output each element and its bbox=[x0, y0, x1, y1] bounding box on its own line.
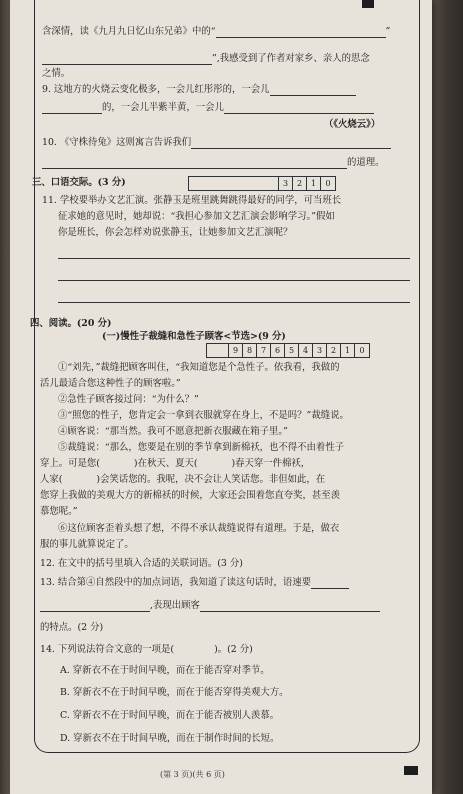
passage-p2: ②急性子顾客接过问：“为什么？” bbox=[58, 394, 199, 405]
score-cell[interactable]: 1 bbox=[341, 344, 355, 357]
score-cell[interactable]: 6 bbox=[271, 344, 285, 357]
score-cell[interactable]: 2 bbox=[327, 344, 341, 357]
q8-text2: ”,我感受到了作者对家乡、亲人的思念 bbox=[212, 53, 370, 64]
q14-stem-b: )。(2 分) bbox=[214, 644, 253, 655]
q13-blank3[interactable] bbox=[200, 601, 380, 612]
q14-stem bbox=[40, 644, 253, 656]
q9-blank2[interactable] bbox=[42, 103, 102, 114]
p5-line2-c: )春天穿一件棉袄， bbox=[231, 458, 311, 469]
passage-title: (一)慢性子裁缝和急性子顾客<节选>(9 分) bbox=[102, 331, 286, 342]
p5-line3-b: )会笑话您的。我呢，决不会让人笑话您。非但如此，在 bbox=[96, 474, 326, 485]
q8-blank1[interactable] bbox=[216, 27, 386, 38]
passage-p5-line3 bbox=[40, 474, 325, 486]
q10-line2 bbox=[42, 157, 385, 169]
q14-stem-a: 14. 下列说法符合文意的一项是( bbox=[40, 644, 175, 655]
q9-text2: 的，一会儿半紫半黄，一会儿 bbox=[102, 102, 224, 113]
q11-answer-line[interactable] bbox=[58, 280, 410, 281]
passage-p5-line2 bbox=[40, 458, 310, 470]
p5-line3-a: 人家( bbox=[40, 474, 63, 485]
q8-line3: 之情。 bbox=[42, 68, 71, 79]
page-footer: (第 3 页)(共 6 页) bbox=[160, 770, 225, 779]
passage-p1-line1: ①“刘先，”裁缝把顾客叫住，“我知道您是个急性子。依我看，我做的 bbox=[58, 362, 340, 373]
q13-text2: ,表现出顾客 bbox=[150, 600, 200, 611]
q11-line3: 你是班长，你会怎样劝说张静玉，让她参加文艺汇演呢？ bbox=[58, 227, 293, 238]
q10-text2: 的道理。 bbox=[347, 157, 385, 168]
q8-line1 bbox=[42, 26, 390, 38]
q11-line1: 11. 学校要举办文艺汇演。张静玉是班里跳舞跳得最好的同学，可当班长 bbox=[42, 195, 342, 206]
section4-heading: 四、阅读。(20 分) bbox=[30, 318, 112, 329]
passage-p1-line2: 活儿最适合您这种性子的顾客啦。” bbox=[40, 378, 181, 389]
registration-mark-bottom bbox=[404, 766, 418, 775]
section4-score-box bbox=[206, 343, 370, 358]
q14-option-d[interactable]: D. 穿新衣不在于时间早晚，而在于制作时间的长短。 bbox=[60, 733, 280, 744]
q11-answer-line[interactable] bbox=[58, 302, 410, 303]
q13-text1: 13. 结合第④自然段中的加点词语，我知道了读这句话时，语速要 bbox=[40, 577, 312, 588]
passage-p3: ③“照您的性子，您肯定会一拿到衣服就穿在身上，不是吗？”裁缝说。 bbox=[58, 410, 349, 421]
score-cell[interactable]: 9 bbox=[229, 344, 243, 357]
score-cell[interactable]: 3 bbox=[313, 344, 327, 357]
q9-line2 bbox=[42, 102, 374, 114]
q14-option-a[interactable]: A. 穿新衣不在于时间早晚，而在于能否穿对季节。 bbox=[60, 665, 270, 676]
passage-p5-line4: 您穿上我做的美观大方的新棉袄的时候，大家还会围着您直夸奖，甚至羡 bbox=[40, 490, 341, 501]
score-cell[interactable]: 3 bbox=[279, 177, 293, 190]
exam-sheet bbox=[10, 0, 432, 794]
p5-line2-a: 穿上。可是您( bbox=[40, 458, 100, 469]
q13-line1 bbox=[40, 577, 349, 589]
q12: 12. 在文中的括号里填入合适的关联词语。(3 分) bbox=[40, 558, 243, 569]
q10-line1 bbox=[42, 137, 391, 149]
q9-source: （《火烧云》） bbox=[324, 119, 381, 130]
score-cell[interactable]: 2 bbox=[293, 177, 307, 190]
passage-p5-line5: 慕您呢。” bbox=[40, 506, 78, 517]
q13-blank2[interactable] bbox=[40, 601, 150, 612]
q13-line3 bbox=[40, 622, 103, 634]
q14-option-b[interactable]: B. 穿新衣不在于时间早晚，而在于能否穿得美观大方。 bbox=[60, 687, 289, 698]
score-cell[interactable]: 8 bbox=[243, 344, 257, 357]
section3-score-box bbox=[188, 176, 336, 191]
q13-blank1[interactable] bbox=[311, 578, 349, 589]
score-cell[interactable]: 5 bbox=[285, 344, 299, 357]
q14-option-c[interactable]: C. 穿新衣不在于时间早晚，而在于能否被别人羡慕。 bbox=[60, 710, 280, 721]
p5-line2-b: )在秋天、夏天( bbox=[133, 458, 198, 469]
registration-mark-top bbox=[362, 0, 374, 8]
q13-line2 bbox=[40, 600, 380, 612]
passage-p4: ④顾客说：“那当然。我可不愿意把新衣服藏在箱子里。” bbox=[58, 426, 288, 437]
q8-text1: 含深情，读《九月九日忆山东兄弟》中的“ bbox=[42, 26, 216, 37]
q9-line1 bbox=[42, 84, 356, 96]
q9-blank1[interactable] bbox=[270, 85, 356, 96]
q8-line2 bbox=[42, 53, 370, 65]
passage-p6-line1: ⑥这位顾客歪着头想了想，不得不承认裁缝说得有道理。于是，做衣 bbox=[58, 523, 340, 534]
passage-p6-line2: 服的事儿就算说定了。 bbox=[40, 539, 134, 550]
score-empty-cells bbox=[189, 177, 279, 190]
q11-line2: 征求她的意见时，她却说：“我担心参加文艺汇演会影响学习。”假如 bbox=[58, 211, 335, 222]
score-cell[interactable]: 7 bbox=[257, 344, 271, 357]
score-cell[interactable]: 1 bbox=[307, 177, 321, 190]
q13-text3: 的特点。(2 分) bbox=[40, 622, 104, 633]
score-cell[interactable]: 0 bbox=[359, 346, 365, 355]
q9-blank3[interactable] bbox=[224, 103, 374, 114]
score-cell[interactable]: 4 bbox=[299, 344, 313, 357]
q8-blank2[interactable] bbox=[42, 54, 212, 65]
score-cell[interactable]: 0 bbox=[325, 179, 331, 188]
q8-text1-end: ” bbox=[385, 26, 391, 37]
q10-blank2[interactable] bbox=[42, 158, 347, 169]
section3-heading: 三、口语交际。(3 分) bbox=[32, 177, 126, 188]
q10-blank1[interactable] bbox=[191, 138, 391, 149]
q11-answer-line[interactable] bbox=[58, 258, 410, 259]
q9-text1: 9. 这地方的火烧云变化极多，一会儿红彤彤的，一会儿 bbox=[42, 84, 270, 95]
score-empty-cell bbox=[207, 344, 229, 357]
q10-text1: 10. 《守株待兔》这则寓言告诉我们 bbox=[42, 137, 192, 148]
passage-p5-line1: ⑤裁缝说：“那么，您要是在别的季节拿到新棉袄，也不得不由着性子 bbox=[58, 442, 345, 453]
